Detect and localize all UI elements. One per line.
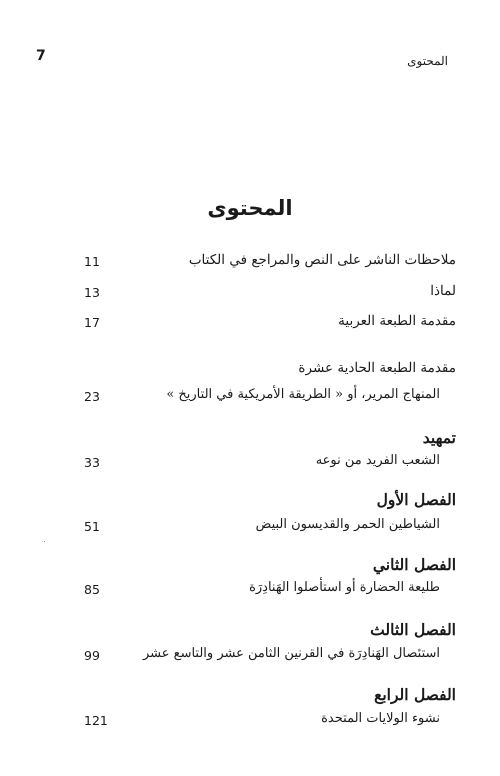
running-header: المحتوى bbox=[407, 54, 448, 68]
toc-entry-page: 33 bbox=[84, 455, 100, 470]
toc-entry-text: لماذا bbox=[430, 283, 456, 299]
toc-entry-text: نشوء الولايات المتحدة bbox=[321, 711, 440, 726]
toc-entry-text: الفصل الثالث bbox=[370, 620, 456, 639]
toc-entry-page: 11 bbox=[84, 254, 100, 269]
toc-title: المحتوى bbox=[207, 196, 293, 220]
page-number: 7 bbox=[36, 48, 46, 64]
toc-entry bbox=[0, 646, 500, 670]
toc-entry-page: 13 bbox=[84, 285, 100, 300]
toc-entry-page: 51 bbox=[84, 519, 100, 534]
toc-section-heading bbox=[0, 428, 500, 452]
toc-entry-text: مقدمة الطبعة الحادية عشرة bbox=[298, 360, 456, 376]
toc-entry-page: 17 bbox=[84, 315, 100, 330]
toc-section-heading bbox=[0, 360, 500, 384]
scan-speck bbox=[44, 541, 45, 542]
toc-entry-text: الشعب الفريد من نوعه bbox=[315, 453, 440, 468]
toc-entry-text: ملاحظات الناشر على النص والمراجع في الكتاب bbox=[188, 252, 456, 268]
toc-chapter-heading bbox=[0, 490, 500, 514]
toc-entry bbox=[0, 453, 500, 477]
toc-entry-text: استئصال الهَنادِرَة في القرنين الثامن عشر والتاسع عشر bbox=[142, 646, 440, 661]
toc-entry-page: 99 bbox=[84, 648, 100, 663]
toc-entry-text: تمهيد bbox=[422, 428, 456, 447]
toc-chapter-heading bbox=[0, 620, 500, 644]
toc-entry-text: المنهاج المرير، أو « الطريقة الأمريكية في التاريخ » bbox=[166, 387, 440, 402]
toc-entry bbox=[0, 711, 500, 735]
toc-chapter-heading bbox=[0, 555, 500, 579]
toc-entry bbox=[0, 252, 500, 276]
toc-entry-text: الفصل الثاني bbox=[372, 555, 456, 574]
toc-chapter-heading bbox=[0, 685, 500, 709]
toc-entry-page: 85 bbox=[84, 582, 100, 597]
toc-entry-page: 121 bbox=[84, 713, 108, 728]
toc-entry bbox=[0, 517, 500, 541]
toc-entry bbox=[0, 387, 500, 411]
toc-entry bbox=[0, 283, 500, 307]
toc-entry bbox=[0, 580, 500, 604]
toc-entry-page: 23 bbox=[84, 389, 100, 404]
toc-entry-text: الفصل الأول bbox=[376, 490, 456, 509]
toc-entry-text: طليعة الحضارة أو استأصلوا الهَنادِرَة bbox=[249, 580, 440, 595]
toc-entry-text: الفصل الرابع bbox=[374, 685, 456, 704]
toc-entry-text: مقدمة الطبعة العربية bbox=[338, 313, 456, 329]
toc-entry-text: الشياطين الحمر والقديسون البيض bbox=[255, 517, 440, 532]
toc-entry bbox=[0, 313, 500, 337]
